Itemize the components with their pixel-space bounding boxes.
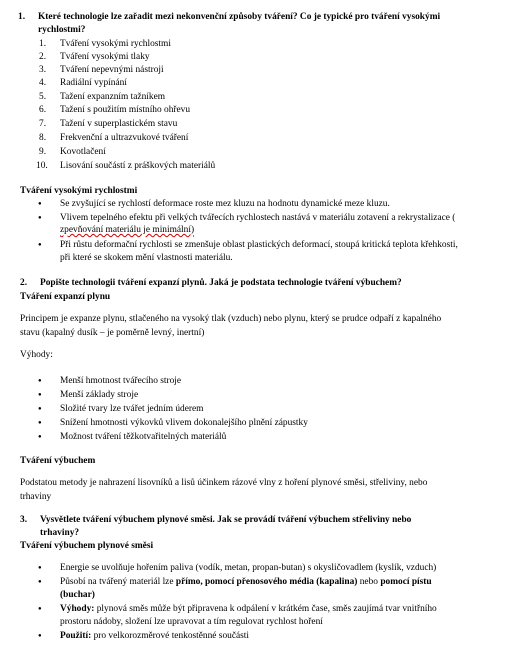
section-heading-high-speed: Tváření vysokými rychlostmi <box>20 186 138 196</box>
list-item: 4. Radiální vypínání <box>39 78 127 88</box>
q1-title-line2: rychlostmi? <box>38 25 86 35</box>
q3-title-line2: trhaviny? <box>40 528 80 538</box>
section-heading-explosion: Tváření výbuchem <box>20 456 96 466</box>
bullet-continuation: zpevňování materiálu je minimální) <box>60 225 195 235</box>
section-heading-gas-expansion: Tváření expanzí plynu <box>20 292 111 302</box>
bullet-item: ● Menší hmotnost tvářecího stroje <box>60 375 181 387</box>
bullet-item: ● Působí na tvářený materiál lze přímo, pomocí přenosového média (kapalina) nebo pomocí pístu <box>60 576 432 588</box>
q1-number: 1. <box>18 12 26 22</box>
list-item: 9. Kovotlačení <box>39 147 106 157</box>
list-item: 6. Tažení s použitím místního ohřevu <box>39 105 191 115</box>
bullet-item: ● Menší základy stroje <box>60 389 138 401</box>
paragraph-line: trhaviny <box>20 492 52 502</box>
bullet-item: ● Výhody: plynová směs může být připravena k odpálení v krátkém čase, směs zaujímá tvar vnitřního <box>60 603 437 615</box>
bullet-continuation: prostoru nádoby, složení lze upravovat a tím regulovat rychlost hoření <box>60 617 323 627</box>
bullet-item: ● Možnost tváření těžkotvařitelných materiálů <box>60 431 226 443</box>
q2-number: 2. <box>20 278 28 288</box>
bullet-item: ● Složité tvary lze tvářet jedním úderem <box>60 403 203 415</box>
bullet-item: ● Při růstu deformační rychlosti se zmenšuje oblast plastických deformací, stoupá kritická teplota křehkosti, <box>60 239 458 251</box>
list-item: 8. Frekvenční a ultrazvukové tváření <box>39 133 189 143</box>
paragraph-line: stavu (kapalný dusík – je poměrně levný, inertní) <box>20 328 205 338</box>
section-heading-gas-mixture: Tváření výbuchem plynové směsi <box>20 541 154 551</box>
q3-title-line1: Vysvětlete tváření výbuchem plynové směsi. Jak se provádí tváření výbuchem střeliviny nebo <box>40 515 412 525</box>
bullet-item: ● Energie se uvolňuje hořením paliva (vodík, metan, propan-butan) s okysličovadlem (kyslík, vzduch) <box>60 562 436 574</box>
q1-title-line1: Které technologie lze zařadit mezi nekonvenční způsoby tváření? Co je typické pro tváření vysokými <box>38 12 441 22</box>
bullet-item: ● Vlivem tepelného efektu při velkých tvářecích rychlostech nastává v materiálu zotavení a rekrystalizace ( <box>60 212 455 224</box>
list-item: 3. Tváření nepevnými nástroji <box>39 65 164 75</box>
paragraph-line: Podstatou metody je nahrazení lisovníků a lisů účinkem rázové vlny z hoření plynové směsi, střeliviny, nebo <box>20 478 428 488</box>
list-item: 7. Tažení v superplastickém stavu <box>39 119 178 129</box>
bullet-item: ● Se zvyšující se rychlostí deformace roste mez kluzu na hodnotu dynamické meze kluzu. <box>60 198 390 210</box>
bullet-continuation: (buchar) <box>60 590 95 600</box>
list-item: 5. Tažení expanzním tažníkem <box>39 92 166 102</box>
bullet-item: ● Použití: pro velkorozměrové tenkostěnné součásti <box>60 630 249 642</box>
q2-title: Popište technologii tváření expanzí plynů. Jaká je podstata technologie tváření výbuchem? <box>40 278 402 288</box>
list-item: 2. Tváření vysokými tlaky <box>39 52 150 62</box>
bullet-item: ● Snížení hmotnosti výkovků vlivem dokonalejšího plnění zápustky <box>60 417 308 429</box>
q3-number: 3. <box>20 515 28 525</box>
advantages-label: Výhody: <box>20 350 53 360</box>
list-item: 1. Tváření vysokými rychlostmi <box>39 39 171 49</box>
paragraph-line: Principem je expanze plynu, stlačeného na vysoký tlak (vzduch) nebo plynu, který se prudce odpaří z kapalného <box>20 314 442 324</box>
list-item: 10. Lisování součástí z práškových materiálů <box>36 161 216 171</box>
bullet-continuation: při které se skokem mění vlastnosti materiálu. <box>60 253 233 263</box>
